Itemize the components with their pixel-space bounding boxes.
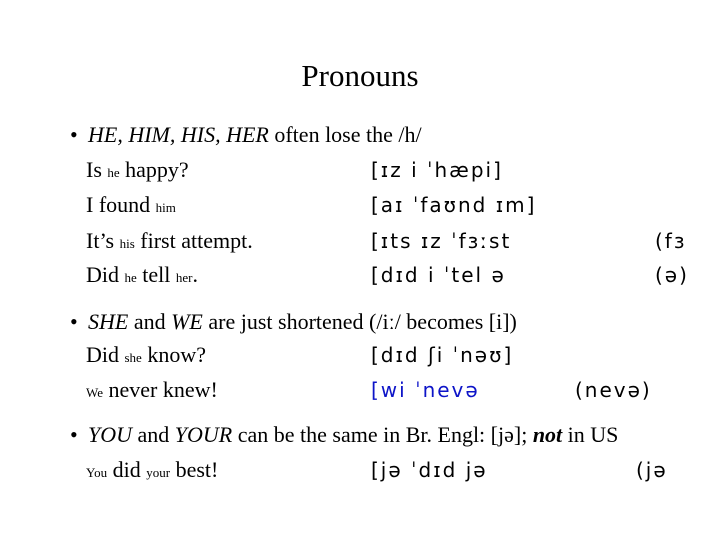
pronoun-small: he	[107, 165, 120, 180]
example-row	[0, 226, 720, 256]
ipa-alternative: (ə)	[655, 263, 689, 287]
example-sentence: I found him	[86, 192, 176, 217]
pronoun-italic: YOUR	[174, 422, 233, 447]
bullet-you-your: • YOU and YOUR can be the same in Br. Engl: [jə]; not in US	[70, 420, 618, 450]
ipa-transcription: [dɪd i ˈtel ə	[371, 263, 506, 287]
pronoun-small: his	[119, 236, 135, 251]
bullet-dot: •	[70, 422, 78, 447]
example-sentence: Did she know?	[86, 342, 206, 367]
bullet-he-him-his-her	[70, 120, 422, 150]
ipa-alternative: (jə	[636, 458, 668, 482]
example-sentence: Is he happy?	[86, 157, 189, 182]
pronoun-small: We	[86, 385, 103, 400]
bullet-heading-italic: HE, HIM, HIS, HER	[88, 122, 269, 147]
ipa-alternative: (fɜ	[655, 229, 687, 253]
pronoun-small: she	[124, 350, 142, 365]
example-sentence: Did he tell her.	[86, 262, 198, 287]
bullet-heading-rest: often lose the /h/	[268, 122, 422, 147]
ipa-alternative: (nevə)	[575, 378, 652, 402]
ipa-transcription: [ɪts ɪz ˈfɜːst	[371, 229, 512, 253]
ipa-transcription: [jə ˈdɪd jə	[371, 458, 488, 482]
ipa-transcription: [dɪd ʃi ˈnəʊ]	[371, 343, 514, 367]
example-sentence: You did your best!	[86, 457, 219, 482]
bullet-dot: •	[70, 122, 78, 147]
ipa-transcription: [aɪ ˈfaʊnd ɪm]	[371, 193, 537, 217]
bullet-dot: •	[70, 309, 78, 334]
pronoun-italic: WE	[171, 309, 203, 334]
ipa-transcription: [ɪz i ˈhæpi]	[371, 158, 503, 182]
example-row	[0, 455, 720, 485]
slide-title: Pronouns	[301, 58, 419, 93]
example-row	[0, 190, 720, 220]
pronoun-small: your	[146, 465, 171, 480]
pronoun-small: he	[124, 270, 137, 285]
example-row	[0, 340, 720, 370]
pronoun-italic: YOU	[88, 422, 133, 447]
example-row	[0, 260, 720, 290]
bullet-she-we: • SHE and WE are just shortened (/iː/ becomes [i])	[70, 307, 517, 337]
pronoun-italic: SHE	[88, 309, 129, 334]
emphasis-not: not	[532, 422, 563, 447]
example-row	[0, 375, 720, 405]
pronoun-small: her	[175, 270, 193, 285]
pronoun-small: You	[86, 465, 108, 480]
ipa-transcription: [wi ˈnevə	[371, 378, 480, 402]
example-row	[0, 155, 720, 185]
example-sentence: We never knew!	[86, 377, 218, 402]
example-sentence: It’s his first attempt.	[86, 228, 253, 253]
pronoun-small: him	[155, 200, 176, 215]
